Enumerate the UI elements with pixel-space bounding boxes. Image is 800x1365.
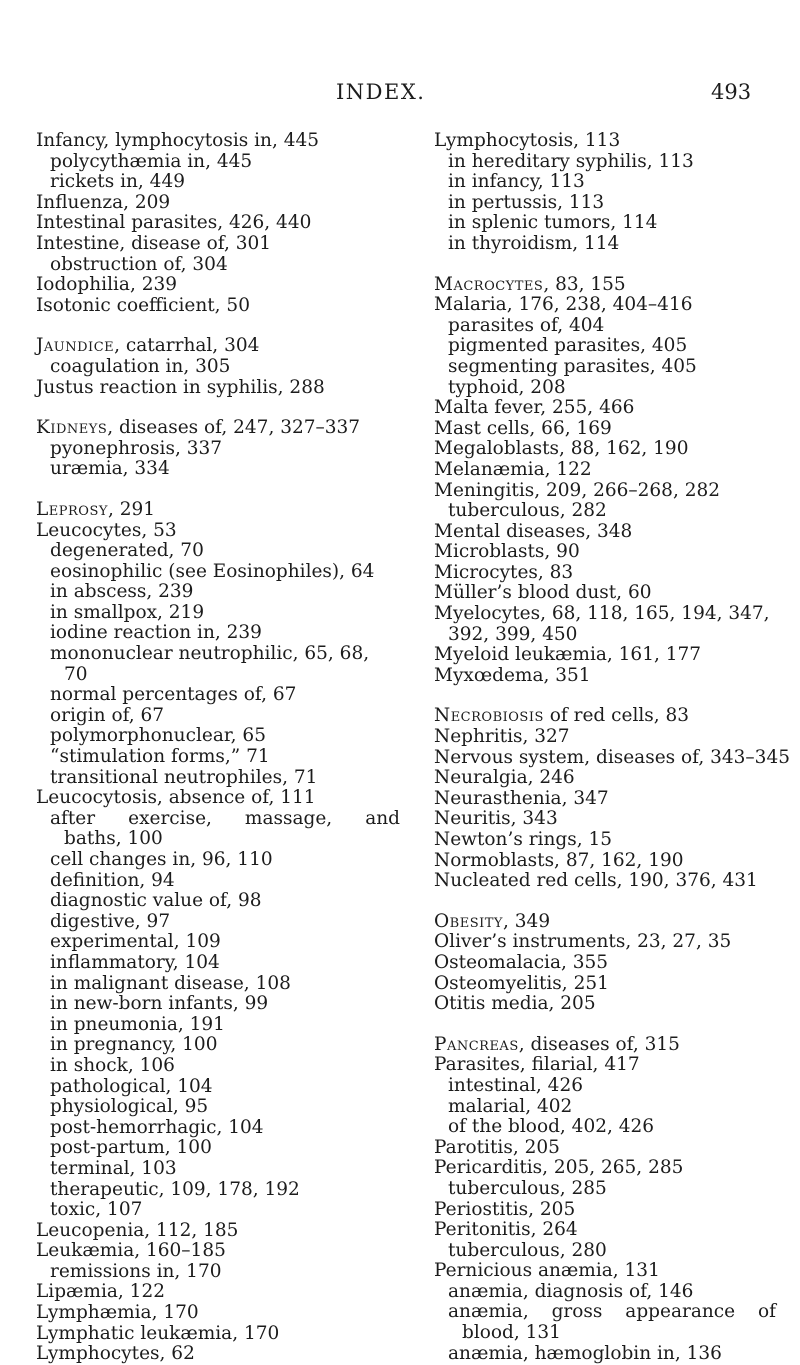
index-entry: Malta fever, 255, 466 (434, 397, 635, 419)
index-entry-lead: Kidneys (36, 417, 108, 439)
index-entry: obstruction of, 304 (50, 253, 228, 275)
index-entry: pyonephrosis, 337 (50, 437, 223, 459)
index-entry-word: anæmia, (448, 1301, 529, 1323)
index-entry: Neurasthenia, 347 (434, 787, 609, 809)
index-entry (434, 706, 782, 727)
index-entry: Osteomalacia, 355 (434, 951, 609, 973)
index-entry: Leucopenia, 112, 185 (36, 1219, 239, 1241)
index-entry-word: of (757, 1301, 776, 1323)
index-entry: in hereditary syphilis, 113 (448, 150, 694, 172)
index-entry: in malignant disease, 108 (50, 972, 291, 994)
index-entry: Nucleated red cells, 190, 376, 431 (434, 870, 758, 892)
index-entry-lead: Necrobiosis (434, 705, 544, 727)
index-entry: pathological, 104 (50, 1075, 213, 1097)
index-entry: Malaria, 176, 238, 404–416 (434, 294, 693, 316)
index-entry: uræmia, 334 (50, 458, 170, 480)
index-entry: digestive, 97 (50, 910, 171, 932)
index-entry: Neuritis, 343 (434, 808, 558, 830)
index-entry: Megaloblasts, 88, 162, 190 (434, 438, 689, 460)
index-entry: Lymphatic leukæmia, 170 (36, 1322, 280, 1344)
index-entry: Parotitis, 205 (434, 1136, 560, 1158)
index-entry: normal percentages of, 67 (50, 684, 297, 706)
index-entry: iodine reaction in, 239 (50, 622, 262, 644)
index-entry: Myeloid leukæmia, 161, 177 (434, 644, 702, 666)
index-entry-word: and (365, 807, 400, 829)
index-entry: Nervous system, diseases of, 343–345 (434, 746, 790, 768)
index-entry: diagnostic value of, 98 (50, 890, 262, 912)
page-header (0, 80, 800, 110)
index-entry: Microcytes, 83 (434, 561, 574, 583)
index-entry: malarial, 402 (448, 1095, 573, 1117)
index-entry: remissions in, 170 (50, 1260, 222, 1282)
index-entry: Microblasts, 90 (434, 541, 580, 563)
index-entry: polymorphonuclear, 65 (50, 725, 266, 747)
index-entry: origin of, 67 (50, 704, 165, 726)
index-entry: Myelocytes, 68, 118, 165, 194, 347, (434, 603, 770, 625)
index-entry: therapeutic, 109, 178, 192 (50, 1178, 300, 1200)
index-entry (36, 500, 406, 521)
index-entry: physiological, 95 (50, 1096, 209, 1118)
index-entry: experimental, 109 (50, 931, 221, 953)
index-entry: transitional neutrophiles, 71 (50, 766, 318, 788)
index-entry: Lymphocytes, 62 (36, 1343, 195, 1365)
index-entry: anæmia, diagnosis of, 146 (448, 1280, 694, 1302)
index-entry: terminal, 103 (50, 1157, 177, 1179)
index-entry (36, 809, 406, 830)
index-entry (434, 912, 782, 933)
index-entry: mononuclear neutrophilic, 65, 68, (50, 643, 370, 665)
index-column-right (434, 130, 790, 1364)
index-entry: Leukæmia, 160–185 (36, 1240, 226, 1262)
index-entry: baths, 100 (64, 828, 163, 850)
index-entry: segmenting parasites, 405 (448, 355, 697, 377)
index-entry: Mental diseases, 348 (434, 520, 633, 542)
index-entry: post-hemorrhagic, 104 (50, 1116, 264, 1138)
index-entry: parasites of, 404 (448, 314, 605, 336)
index-entry: in smallpox, 219 (50, 601, 205, 623)
index-entry: typhoid, 208 (448, 376, 566, 398)
page-title: INDEX. (336, 80, 426, 104)
index-entry: in infancy, 113 (448, 171, 585, 193)
index-entry: polycythæmia in, 445 (50, 150, 253, 172)
index-entry (434, 275, 782, 296)
index-entry-word: gross (551, 1301, 603, 1323)
index-entry-word: appearance (625, 1301, 736, 1323)
index-entry: Oliver’s instruments, 23, 27, 35 (434, 931, 732, 953)
index-entry: tuberculous, 282 (448, 500, 607, 522)
index-entry: blood, 131 (462, 1322, 561, 1344)
index-entry-lead: Obesity (434, 910, 504, 932)
index-entry-lead: Leprosy (36, 498, 108, 520)
index-entry-lead: Macrocytes (434, 273, 544, 295)
index-entry: Otitis media, 205 (434, 993, 596, 1015)
index-entry: tuberculous, 285 (448, 1177, 607, 1199)
index-entry: Nephritis, 327 (434, 726, 570, 748)
index-entry: post-partum, 100 (50, 1137, 212, 1159)
index-entry: Isotonic coefficient, 50 (36, 294, 250, 316)
index-entry: Lymphocytosis, 113 (434, 130, 621, 151)
index-entry: Infancy, lymphocytosis in, 445 (36, 130, 320, 151)
index-entry (434, 1035, 782, 1056)
index-entry: tuberculous, 280 (448, 1239, 607, 1261)
index-entry: Leucocytes, 53 (36, 519, 177, 541)
index-entry-rest: , diseases of, 247, 327–337 (107, 417, 361, 439)
index-entry: rickets in, 449 (50, 171, 185, 193)
index-entry: Müller’s blood dust, 60 (434, 582, 652, 604)
index-entry-rest: , 83, 155 (543, 273, 626, 295)
index-entry-word: after (50, 807, 96, 829)
index-entry: Intestinal parasites, 426, 440 (36, 212, 312, 234)
index-entry: “stimulation forms,” 71 (50, 746, 270, 768)
index-entry: Periostitis, 205 (434, 1198, 576, 1220)
index-entry-rest: of red cells, 83 (543, 705, 690, 727)
index-entry: in abscess, 239 (50, 581, 194, 603)
index-entry: 392, 399, 450 (448, 623, 578, 645)
index-entry: Influenza, 209 (36, 191, 171, 213)
index-entry: inflammatory, 104 (50, 951, 220, 973)
index-entry: Lipæmia, 122 (36, 1281, 165, 1303)
index-entry: Peritonitis, 264 (434, 1219, 578, 1241)
index-entry: Neuralgia, 246 (434, 767, 575, 789)
index-entry: in pregnancy, 100 (50, 1034, 218, 1056)
index-entry: Meningitis, 209, 266–268, 282 (434, 479, 721, 501)
index-entry-rest: , diseases of, 315 (518, 1033, 680, 1055)
index-entry: in pertussis, 113 (448, 191, 605, 213)
index-entry (36, 336, 406, 357)
index-entry: eosinophilic (see Eosinophiles), 64 (50, 560, 375, 582)
index-entry: intestinal, 426 (448, 1074, 583, 1096)
index-column-left (36, 131, 406, 1365)
index-entry: of the blood, 402, 426 (448, 1116, 655, 1138)
index-entry: coagulation in, 305 (50, 355, 231, 377)
index-entry: Melanæmia, 122 (434, 458, 592, 480)
index-entry: Newton’s rings, 15 (434, 829, 613, 850)
index-entry: definition, 94 (50, 869, 175, 891)
index-entry-rest: , 291 (107, 498, 156, 520)
index-entry (434, 1302, 782, 1323)
index-entry: Normoblasts, 87, 162, 190 (434, 849, 684, 871)
index-entry: Osteomyelitis, 251 (434, 972, 609, 994)
index-entry: in pneumonia, 191 (50, 1013, 225, 1035)
index-entry-word: exercise, (128, 807, 212, 829)
index-entry: pigmented parasites, 405 (448, 335, 688, 357)
index-entry: Myxœdema, 351 (434, 664, 591, 686)
index-entry: Intestine, disease of, 301 (36, 232, 272, 254)
index-entry: Mast cells, 66, 169 (434, 417, 612, 439)
index-entry: degenerated, 70 (50, 540, 204, 562)
index-entry: Justus reaction in syphilis, 288 (36, 376, 325, 398)
index-entry: toxic, 107 (50, 1199, 143, 1221)
index-entry-lead: Pancreas (434, 1033, 519, 1055)
index-entry-lead: Jaundice (36, 335, 115, 357)
index-entry: 70 (64, 663, 88, 685)
index-entry-word: massage, (244, 807, 333, 829)
index-entry: in thyroidism, 114 (448, 232, 620, 254)
index-entry (36, 418, 406, 439)
index-entry-rest: , 349 (503, 910, 551, 932)
index-entry: Lymphæmia, 170 (36, 1302, 199, 1324)
index-entry: in shock, 106 (50, 1054, 175, 1076)
index-entry: in new-born infants, 99 (50, 993, 269, 1015)
index-entry: in splenic tumors, 114 (448, 212, 658, 234)
index-entry: Pericarditis, 205, 265, 285 (434, 1157, 684, 1179)
index-entry: Parasites, filarial, 417 (434, 1054, 640, 1076)
index-entry: Leucocytosis, absence of, 111 (36, 787, 316, 809)
index-entry: anæmia, hæmoglobin in, 136 (448, 1342, 722, 1364)
index-entry: cell changes in, 96, 110 (50, 849, 273, 870)
index-entry: Iodophilia, 239 (36, 274, 178, 296)
page-number: 493 (711, 80, 752, 104)
index-entry: Pernicious anæmia, 131 (434, 1260, 660, 1282)
index-entry-rest: , catarrhal, 304 (114, 335, 260, 357)
